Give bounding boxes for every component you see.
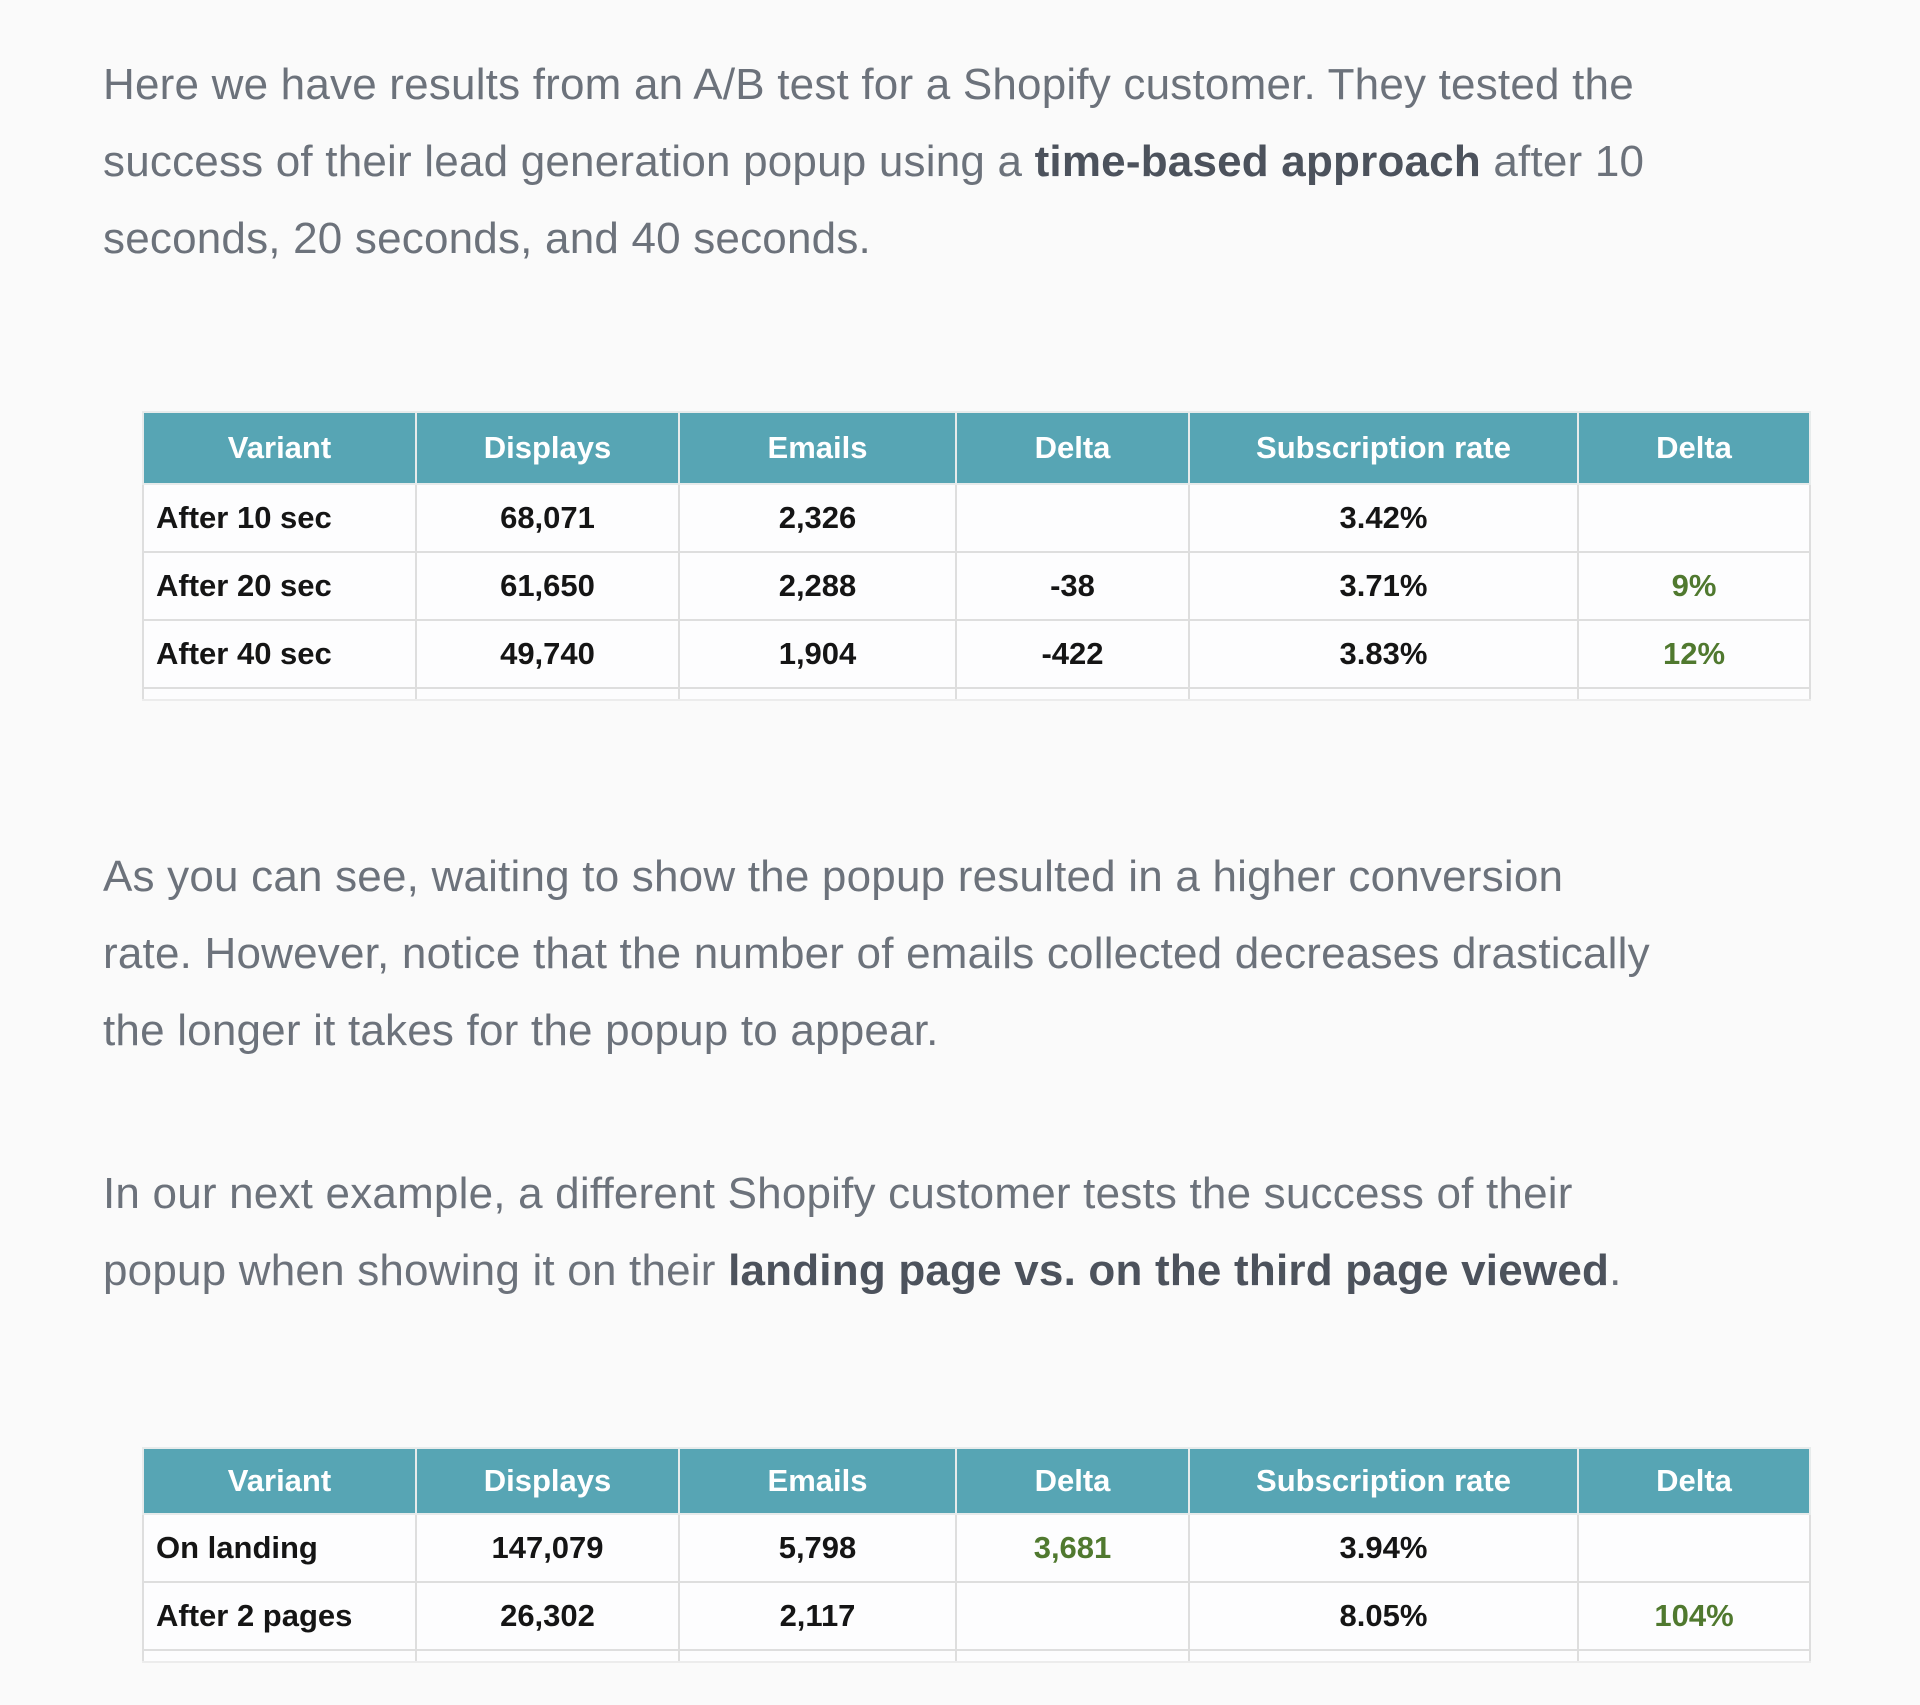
value-cell: 1,904 — [679, 620, 956, 688]
text-line — [103, 1232, 1622, 1309]
empty-cell — [416, 688, 679, 700]
column-header-subscription-rate: Subscription rate — [1189, 1448, 1578, 1514]
variant-cell: After 2 pages — [143, 1582, 416, 1650]
paragraph-text: the longer it takes for the popup to appear. — [103, 1006, 939, 1055]
value-cell: 3,681 — [956, 1514, 1189, 1582]
text-line — [103, 838, 1650, 915]
value-cell: 26,302 — [416, 1582, 679, 1650]
empty-cell — [1578, 688, 1810, 700]
paragraph-text: As you can see, waiting to show the popup resulted in a higher conversion — [103, 852, 1564, 901]
empty-cell — [1578, 1650, 1810, 1662]
value-cell: -38 — [956, 552, 1189, 620]
value-cell: 147,079 — [416, 1514, 679, 1582]
column-header-displays: Displays — [416, 412, 679, 484]
text-line — [103, 46, 1644, 123]
emphasized-text: landing page vs. on the third page viewed — [728, 1246, 1610, 1295]
value-cell: 49,740 — [416, 620, 679, 688]
next-example-paragraph — [103, 1155, 1622, 1309]
value-cell — [1578, 484, 1810, 552]
text-line — [103, 1155, 1622, 1232]
empty-cell — [679, 1650, 956, 1662]
value-cell: 61,650 — [416, 552, 679, 620]
value-cell: 8.05% — [1189, 1582, 1578, 1650]
column-header-delta: Delta — [956, 1448, 1189, 1514]
column-header-delta: Delta — [1578, 412, 1810, 484]
value-cell — [956, 1582, 1189, 1650]
emphasized-text: time-based approach — [1034, 137, 1481, 186]
variant-cell: On landing — [143, 1514, 416, 1582]
column-header-subscription-rate: Subscription rate — [1189, 412, 1578, 484]
text-line — [103, 992, 1650, 1069]
value-cell: 2,288 — [679, 552, 956, 620]
table-bottom-strip — [143, 688, 1810, 700]
column-header-emails: Emails — [679, 412, 956, 484]
value-cell: -422 — [956, 620, 1189, 688]
analysis-paragraph — [103, 838, 1650, 1069]
paragraph-text: rate. However, notice that the number of emails collected decreases drastically — [103, 929, 1650, 978]
paragraph-text: success of their lead generation popup using a — [103, 137, 1035, 186]
empty-cell — [679, 688, 956, 700]
empty-cell — [143, 1650, 416, 1662]
table-row — [143, 1514, 1810, 1582]
column-header-variant: Variant — [143, 412, 416, 484]
column-header-displays: Displays — [416, 1448, 679, 1514]
landing-vs-third-page-results-table — [142, 1447, 1811, 1663]
value-cell: 3.83% — [1189, 620, 1578, 688]
table-row — [143, 620, 1810, 688]
value-cell: 2,326 — [679, 484, 956, 552]
paragraph-text: seconds, 20 seconds, and 40 seconds. — [103, 214, 871, 263]
value-cell: 68,071 — [416, 484, 679, 552]
column-header-delta: Delta — [1578, 1448, 1810, 1514]
time-based-results-table — [142, 411, 1811, 701]
paragraph-text: In our next example, a different Shopify customer tests the success of their — [103, 1169, 1573, 1218]
value-cell — [956, 484, 1189, 552]
empty-cell — [956, 1650, 1189, 1662]
variant-cell: After 10 sec — [143, 484, 416, 552]
text-line — [103, 200, 1644, 277]
column-header-emails: Emails — [679, 1448, 956, 1514]
value-cell: 104% — [1578, 1582, 1810, 1650]
value-cell — [1578, 1514, 1810, 1582]
value-cell: 5,798 — [679, 1514, 956, 1582]
empty-cell — [1189, 688, 1578, 700]
paragraph-text: popup when showing it on their — [103, 1246, 729, 1295]
paragraph-text: after 10 — [1480, 137, 1645, 186]
value-cell: 2,117 — [679, 1582, 956, 1650]
table-header-row — [143, 412, 1810, 484]
table-row — [143, 484, 1810, 552]
empty-cell — [143, 688, 416, 700]
value-cell: 9% — [1578, 552, 1810, 620]
variant-cell: After 20 sec — [143, 552, 416, 620]
empty-cell — [416, 1650, 679, 1662]
table-header-row — [143, 1448, 1810, 1514]
intro-paragraph — [103, 46, 1644, 277]
table-row — [143, 1582, 1810, 1650]
value-cell: 3.94% — [1189, 1514, 1578, 1582]
variant-cell: After 40 sec — [143, 620, 416, 688]
text-line — [103, 123, 1644, 200]
empty-cell — [956, 688, 1189, 700]
column-header-delta: Delta — [956, 412, 1189, 484]
empty-cell — [1189, 1650, 1578, 1662]
table-bottom-strip — [143, 1650, 1810, 1662]
value-cell: 3.71% — [1189, 552, 1578, 620]
value-cell: 3.42% — [1189, 484, 1578, 552]
paragraph-text: . — [1609, 1246, 1622, 1295]
column-header-variant: Variant — [143, 1448, 416, 1514]
table-row — [143, 552, 1810, 620]
value-cell: 12% — [1578, 620, 1810, 688]
paragraph-text: Here we have results from an A/B test for a Shopify customer. They tested the — [103, 60, 1634, 109]
text-line — [103, 915, 1650, 992]
